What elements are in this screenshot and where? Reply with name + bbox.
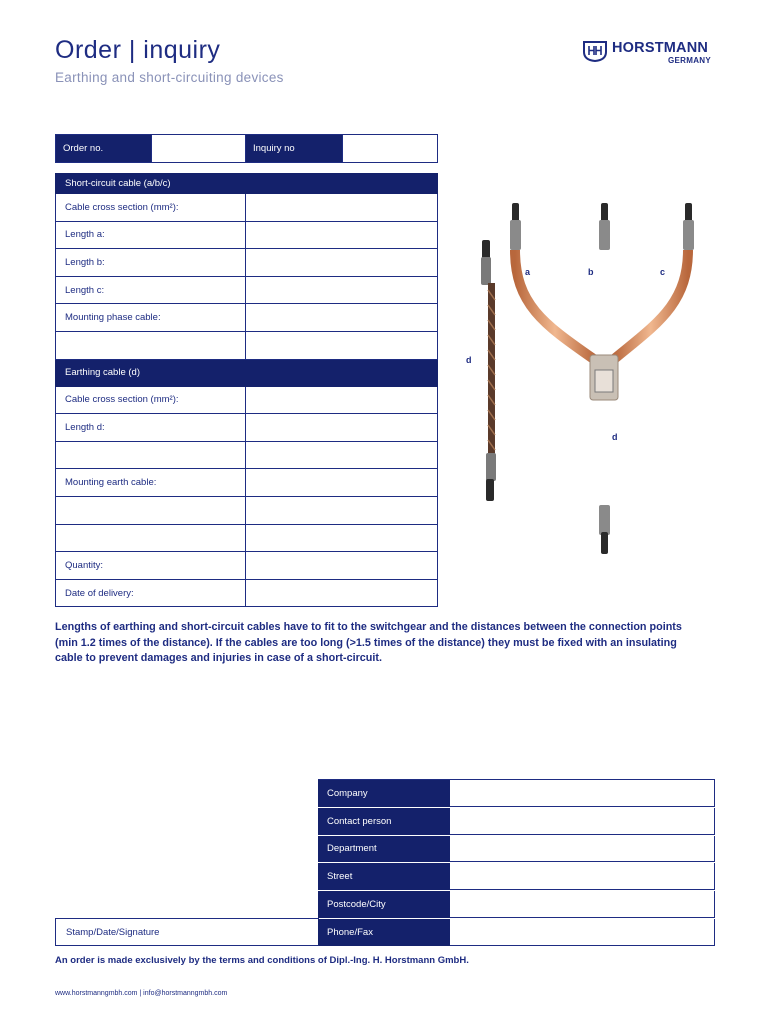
contact-row [318,808,715,836]
cable-cross-section-d-label: Cable cross section (mm²): [56,387,246,414]
order-inquiry-row [55,134,438,163]
form-row [55,580,438,608]
logo-emblem-icon [582,40,608,62]
label-d-left: d [466,355,472,365]
label-a: a [525,267,531,277]
contact-row [318,919,715,947]
cable-cross-section-d-field[interactable] [246,387,437,414]
length-a-label: Length a: [56,222,246,249]
blank-label[interactable] [56,525,246,552]
earthing-cable-d [481,240,496,501]
company-label: Company [318,780,450,807]
terms-statement: An order is made exclusively by the terms and conditions of Dipl.-Ing. H. Horstmann GmbH. [55,955,469,966]
form-row [55,442,438,470]
form-row [55,552,438,580]
order-no-label: Order no. [56,135,152,162]
date-of-delivery-field[interactable] [246,580,437,607]
cable-cross-section-field[interactable] [246,194,437,221]
contact-row [318,836,715,864]
cable-illustration [455,195,715,565]
inquiry-no-label: Inquiry no [246,135,343,162]
page-subtitle: Earthing and short-circuiting devices [55,70,284,85]
contact-row [318,780,715,808]
blank-label[interactable] [56,442,246,469]
label-c: c [660,267,666,277]
form-row [55,222,438,250]
length-b-field[interactable] [246,249,437,276]
quantity-label: Quantity: [56,552,246,579]
phone-fax-field[interactable] [450,919,715,946]
contact-table [318,779,715,947]
mounting-earth-cable-label: Mounting earth cable: [56,469,246,496]
department-label: Department [318,836,450,863]
form-row [55,332,438,360]
logo-country: GERMANY [668,56,711,65]
form-row [55,469,438,497]
footer-contact: www.horstmanngmbh.com | info@horstmanngmbh.com [55,990,228,997]
length-c-label: Length c: [56,277,246,304]
length-d-field[interactable] [246,414,437,441]
short-circuit-header [55,173,438,194]
blank-field[interactable] [246,332,437,359]
street-field[interactable] [450,863,715,890]
contact-row [318,863,715,891]
label-d-right: d [612,432,618,442]
blank-field[interactable] [246,525,437,552]
earthing-header [55,360,438,387]
form-row [55,249,438,277]
mounting-phase-cable-field[interactable] [246,304,437,331]
postcode-city-label: Postcode/City [318,891,450,918]
company-field[interactable] [450,780,715,807]
department-field[interactable] [450,836,715,863]
contact-row [318,891,715,919]
length-d-label: Length d: [56,414,246,441]
form-row [55,525,438,553]
blank-label[interactable] [56,332,246,359]
blank-field[interactable] [246,442,437,469]
contact-person-label: Contact person [318,808,450,835]
logo-name: HORSTMANN [612,40,709,56]
horstmann-logo [582,40,722,70]
length-c-field[interactable] [246,277,437,304]
form-row [55,387,438,415]
stamp-date-signature-field[interactable]: Stamp/Date/Signature [55,918,319,946]
postcode-city-field[interactable] [450,891,715,918]
form-row [55,304,438,332]
order-no-field[interactable] [152,135,246,162]
form-row [55,194,438,222]
quantity-field[interactable] [246,552,437,579]
inquiry-no-field[interactable] [343,135,437,162]
phone-fax-label: Phone/Fax [318,919,450,946]
mounting-phase-cable-label: Mounting phase cable: [56,304,246,331]
blank-label[interactable] [56,497,246,524]
length-a-field[interactable] [246,222,437,249]
blank-field[interactable] [246,497,437,524]
length-b-label: Length b: [56,249,246,276]
label-b: b [588,267,594,277]
mounting-earth-cable-field[interactable] [246,469,437,496]
short-circuit-header-label: Short-circuit cable (a/b/c) [65,177,171,189]
earthing-header-label: Earthing cable (d) [65,367,140,379]
page-title: Order | inquiry [55,36,221,64]
cable-form [55,173,438,607]
street-label: Street [318,863,450,890]
form-row [55,277,438,305]
cable-cross-section-label: Cable cross section (mm²): [56,194,246,221]
form-row [55,414,438,442]
form-row [55,497,438,525]
date-of-delivery-label: Date of delivery: [56,580,246,607]
cable-length-note: Lengths of earthing and short-circuit cables have to fit to the switchgear and the distances between the connection points (min 1.2 times of the distance). If the cables are too long (>1.5 times of the distance) they must be fixed with an insulating cable to prevent damages and injuries in case of a short-circuit. [55,621,682,664]
contact-person-field[interactable] [450,808,715,835]
short-circuit-cables [510,203,694,554]
